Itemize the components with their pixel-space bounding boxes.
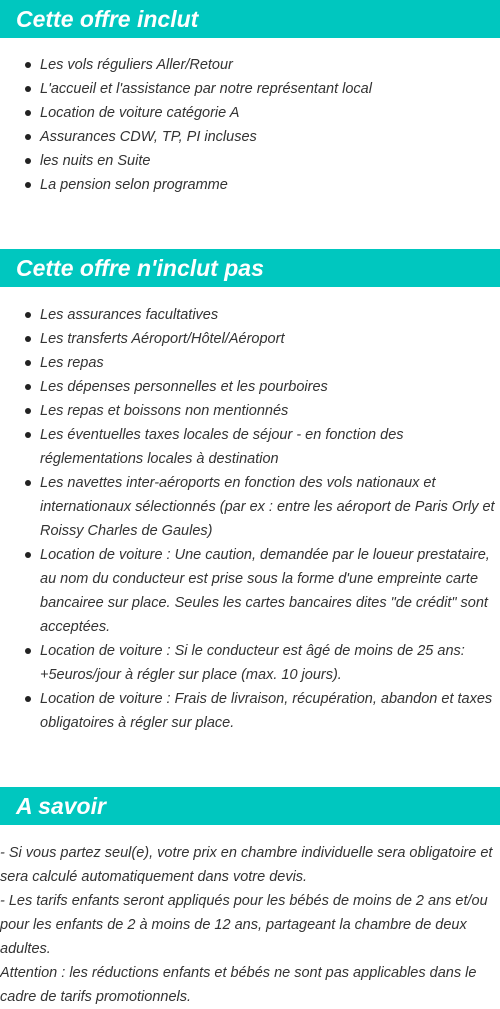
list-item xyxy=(0,173,500,197)
list-item-text: Les assurances facultatives xyxy=(40,307,219,323)
list-item xyxy=(0,423,500,471)
list-item-text: Les dépenses personnelles et les pourboires xyxy=(40,379,328,395)
bullet-icon xyxy=(25,360,31,366)
excluded-section xyxy=(0,249,500,735)
know-section xyxy=(0,787,500,1009)
list-item xyxy=(0,351,500,375)
know-paragraph: - Les tarifs enfants seront appliqués pour les bébés de moins de 2 ans et/ou pour les enfants de 2 à moins de 12 ans, partageant la chambre de deux adultes. xyxy=(0,893,488,957)
list-item xyxy=(0,327,500,351)
bullet-icon xyxy=(25,86,31,92)
list-item xyxy=(0,303,500,327)
know-paragraph: - Si vous partez seul(e), votre prix en chambre individuelle sera obligatoire et sera calculé automatiquement dans votre devis. xyxy=(0,845,493,885)
list-item-text: Assurances CDW, TP, PI incluses xyxy=(40,129,257,145)
list-item-text: Les transferts Aéroport/Hôtel/Aéroport xyxy=(40,331,285,347)
bullet-icon xyxy=(25,552,31,558)
bullet-icon xyxy=(25,62,31,68)
bullet-icon xyxy=(25,312,31,318)
section-spacer xyxy=(0,735,500,787)
bullet-icon xyxy=(25,158,31,164)
list-item-text: La pension selon programme xyxy=(40,177,228,193)
list-item xyxy=(0,125,500,149)
list-item-text: Les vols réguliers Aller/Retour xyxy=(40,57,233,73)
list-item-text: Location de voiture : Si le conducteur est âgé de moins de 25 ans: +5euros/jour à régler sur place (max. 10 jours). xyxy=(40,643,465,683)
list-item xyxy=(0,399,500,423)
list-item-text: Les repas xyxy=(40,355,104,371)
list-item xyxy=(0,471,500,543)
list-item-text: Location de voiture : Une caution, demandée par le loueur prestataire, au nom du conducteur est prise sous la forme d'une empreinte carte bancairee sur place. Seules les cartes bancaires dites "de crédit" sont acceptées. xyxy=(40,547,490,635)
bullet-icon xyxy=(25,384,31,390)
list-item xyxy=(0,53,500,77)
bullet-icon xyxy=(25,648,31,654)
list-item-text: Location de voiture catégorie A xyxy=(40,105,240,121)
know-text xyxy=(0,825,500,1009)
list-item-text: L'accueil et l'assistance par notre représentant local xyxy=(40,81,372,97)
list-item xyxy=(0,77,500,101)
included-section xyxy=(0,0,500,197)
bullet-icon xyxy=(25,182,31,188)
list-item-text: les nuits en Suite xyxy=(40,153,151,169)
list-item xyxy=(0,543,500,639)
excluded-title: Cette offre n'inclut pas xyxy=(0,249,500,287)
list-item xyxy=(0,149,500,173)
list-item-text: Les repas et boissons non mentionnés xyxy=(40,403,289,419)
know-title: A savoir xyxy=(0,787,500,825)
list-item-text: Les navettes inter-aéroports en fonction des vols nationaux et internationaux sélectionnés (par ex : entre les aéroport de Paris Orly et Roissy Charles de Gaules) xyxy=(40,475,495,539)
list-item xyxy=(0,639,500,687)
included-list xyxy=(0,38,500,197)
bullet-icon xyxy=(25,696,31,702)
list-item xyxy=(0,101,500,125)
excluded-list xyxy=(0,287,500,735)
section-spacer xyxy=(0,197,500,249)
included-title: Cette offre inclut xyxy=(0,0,500,38)
list-item-text: Les éventuelles taxes locales de séjour - en fonction des réglementations locales à destination xyxy=(40,427,404,467)
bullet-icon xyxy=(25,336,31,342)
know-paragraph: Attention : les réductions enfants et bébés ne sont pas applicables dans le cadre de tarifs promotionnels. xyxy=(0,965,477,1005)
list-item xyxy=(0,687,500,735)
bullet-icon xyxy=(25,134,31,140)
list-item xyxy=(0,375,500,399)
bullet-icon xyxy=(25,480,31,486)
bullet-icon xyxy=(25,432,31,438)
list-item-text: Location de voiture : Frais de livraison, récupération, abandon et taxes obligatoires à régler sur place. xyxy=(40,691,493,731)
bullet-icon xyxy=(25,110,31,116)
bullet-icon xyxy=(25,408,31,414)
